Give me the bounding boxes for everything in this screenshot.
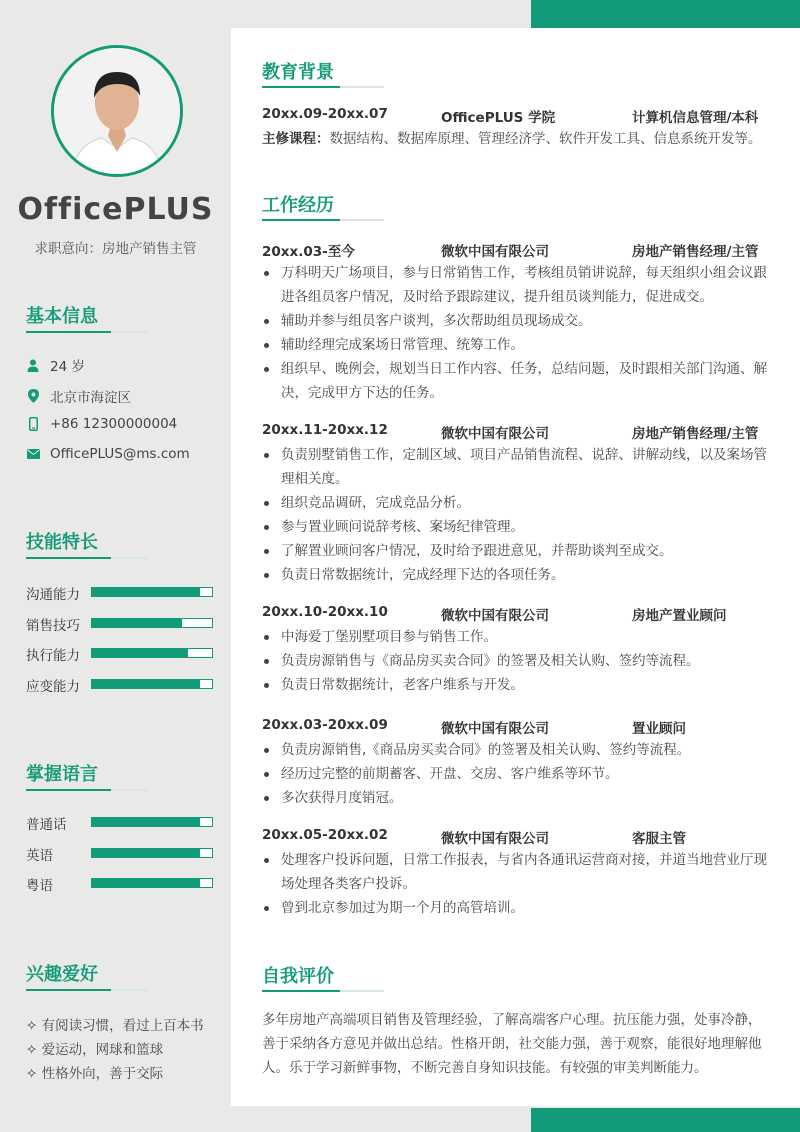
work-duties-list [262, 261, 774, 405]
education-header [262, 106, 772, 124]
work-role: 房地产销售经理/主管 [632, 426, 759, 442]
skill-level-fill [92, 649, 188, 657]
work-company: 微软中国有限公司 [441, 831, 549, 847]
work-period: 20xx.03-20xx.09 [262, 717, 388, 733]
work-company: 微软中国有限公司 [441, 426, 549, 442]
courses-label: 主修课程： [262, 131, 330, 147]
hobbies-title: 兴趣爱好 [26, 964, 98, 985]
work-duty-item: 负责房源销售与《商品房买卖合同》的签署及相关认购、签约等流程。 [262, 649, 774, 673]
education-school: OfficePLUS 学院 [441, 110, 556, 126]
hobby-item: ✧ 有阅读习惯，看过上百本书 [26, 1018, 204, 1034]
work-duty-item: 多次获得月度销冠。 [262, 786, 774, 810]
hobby-item: ✧ 性格外向，善于交际 [26, 1066, 164, 1082]
skill-row [26, 675, 216, 693]
skill-row [26, 813, 216, 831]
work-header [262, 827, 772, 845]
basic-info-rule [26, 331, 148, 333]
work-period: 20xx.11-20xx.12 [262, 422, 388, 438]
skills-rule [26, 557, 148, 559]
work-duty-item: 万科明天广场项目，参与日常销售工作，考核组员销讲说辞，每天组织小组会议跟进各组员客户情况，及时给予跟踪建议，提升组员谈判能力，促进成交。 [262, 261, 774, 309]
skill-row [26, 874, 216, 892]
basic-info-title: 基本信息 [26, 306, 98, 327]
skill-label: 执行能力 [26, 648, 80, 664]
work-duty-item: 辅助并参与组员客户谈判，多次帮助组员现场成交。 [262, 309, 774, 333]
hobbies-rule [26, 989, 148, 991]
location-pin-icon [26, 389, 40, 403]
bottom-accent-bar [531, 1108, 800, 1132]
languages-title: 掌握语言 [26, 764, 98, 785]
work-duties-list [262, 625, 774, 697]
info-age [26, 355, 85, 375]
work-role: 客服主管 [632, 831, 686, 847]
skill-label: 销售技巧 [26, 617, 80, 634]
avatar [51, 45, 183, 177]
work-duty-item: 参与置业顾问说辞考核、案场纪律管理。 [262, 515, 774, 539]
skills-title: 技能特长 [26, 532, 98, 553]
work-duty-item: 经历过完整的前期蓄客、开盘、交房、客户维系等环节。 [262, 762, 774, 786]
work-duty-item: 辅助经理完成案场日常管理、统筹工作。 [262, 333, 774, 357]
skill-level-fill [92, 879, 200, 887]
skill-row [26, 644, 216, 662]
skill-label: 普通话 [26, 817, 67, 833]
skill-level-fill [92, 849, 200, 857]
skill-row [26, 844, 216, 862]
skill-row [26, 583, 216, 601]
work-header [262, 422, 772, 440]
work-rule [262, 219, 384, 221]
sidebar [0, 0, 231, 1132]
skill-level-bar [91, 618, 213, 628]
self-eval-text: 多年房地产高端项目销售及管理经验，了解高端客户心理。抗压能力强，处事冷静，善于采纳各方意见并做出总结。性格开朗，社交能力强，善于观察，能很好地理解他人。乐于学习新鲜事物，不断完善自身知识技能。有较强的审美判断能力。 [262, 1012, 762, 1076]
skill-label: 粤语 [26, 878, 53, 894]
work-title: 工作经历 [262, 195, 334, 216]
work-period: 20xx.10-20xx.10 [262, 604, 388, 620]
skill-level-fill [92, 818, 200, 826]
work-company: 微软中国有限公司 [441, 608, 549, 624]
info-email-text: OfficePLUS@ms.com [50, 446, 190, 462]
work-duty-item: 负责房源销售,《商品房买卖合同》的签署及相关认购、签约等流程。 [262, 738, 774, 762]
work-header [262, 717, 772, 735]
skill-level-fill [92, 588, 200, 596]
info-phone-text: +86 12300000004 [50, 416, 178, 432]
work-header [262, 604, 772, 622]
self-eval-rule [262, 990, 384, 992]
work-duty-item: 处理客户投诉问题，日常工作报表，与省内各通讯运营商对接，并道当地营业厅现场处理各类客户投诉。 [262, 848, 774, 896]
top-accent-bar [531, 0, 800, 28]
education-period: 20xx.09-20xx.07 [262, 106, 388, 122]
work-role: 房地产置业顾问 [632, 608, 727, 624]
work-duty-item: 了解置业顾问客户情况，及时给予跟进意见，并帮助谈判至成交。 [262, 539, 774, 563]
work-period: 20xx.03-至今 [262, 244, 355, 260]
info-location [26, 386, 131, 406]
work-duty-item: 负责日常数据统计，完成经理下达的各项任务。 [262, 563, 774, 587]
skill-level-bar [91, 817, 213, 827]
courses-text: 数据结构、数据库原理、管理经济学、软件开发工具、信息系统开发等。 [329, 131, 762, 147]
work-duties-list [262, 443, 774, 587]
skill-level-bar [91, 587, 213, 597]
candidate-name: OfficePLUS [17, 192, 214, 227]
skill-level-fill [92, 619, 182, 627]
work-company: 微软中国有限公司 [441, 244, 549, 260]
skill-level-fill [92, 680, 200, 688]
skill-level-bar [91, 679, 213, 689]
job-intent: 求职意向：房地产销售主管 [34, 241, 197, 257]
skill-row [26, 614, 216, 632]
work-duty-item: 组织早、晚例会，规划当日工作内容、任务，总结问题，及时跟相关部门沟通、解决，完成甲方下达的任务。 [262, 357, 774, 405]
work-company: 微软中国有限公司 [441, 721, 549, 737]
work-role: 房地产销售经理/主管 [632, 244, 759, 260]
person-icon [26, 359, 40, 372]
skill-label: 沟通能力 [26, 587, 80, 603]
info-email [26, 446, 190, 462]
work-duty-item: 中海爱丁堡别墅项目参与销售工作。 [262, 625, 774, 649]
skill-level-bar [91, 878, 213, 888]
work-duties-list [262, 848, 774, 920]
education-title: 教育背景 [262, 62, 334, 83]
self-eval-title: 自我评价 [262, 966, 334, 987]
education-rule [262, 86, 384, 88]
work-duty-item: 负责日常数据统计，老客户维系与开发。 [262, 673, 774, 697]
phone-icon [26, 417, 40, 431]
email-icon [26, 449, 40, 459]
work-duties-list [262, 738, 774, 810]
work-duty-item: 组织竞品调研，完成竞品分析。 [262, 491, 774, 515]
education-courses [262, 127, 774, 151]
skill-label: 应变能力 [26, 678, 80, 695]
work-header [262, 240, 772, 258]
work-role: 置业顾问 [632, 721, 686, 737]
work-duty-item: 负责别墅销售工作，定制区域、项目产品销售流程、说辞、讲解动线，以及案场管理相关度。 [262, 443, 774, 491]
skill-level-bar [91, 848, 213, 858]
info-location-text: 北京市海淀区 [50, 390, 131, 406]
languages-rule [26, 789, 148, 791]
info-age-text: 24 岁 [50, 359, 85, 375]
info-phone [26, 416, 177, 432]
skill-level-bar [91, 648, 213, 658]
work-period: 20xx.05-20xx.02 [262, 827, 388, 843]
skill-label: 英语 [26, 847, 53, 864]
education-major: 计算机信息管理/本科 [632, 110, 759, 126]
hobby-item: ✧ 爱运动，网球和篮球 [26, 1042, 164, 1058]
work-duty-item: 曾到北京参加过为期一个月的高管培训。 [262, 896, 774, 920]
